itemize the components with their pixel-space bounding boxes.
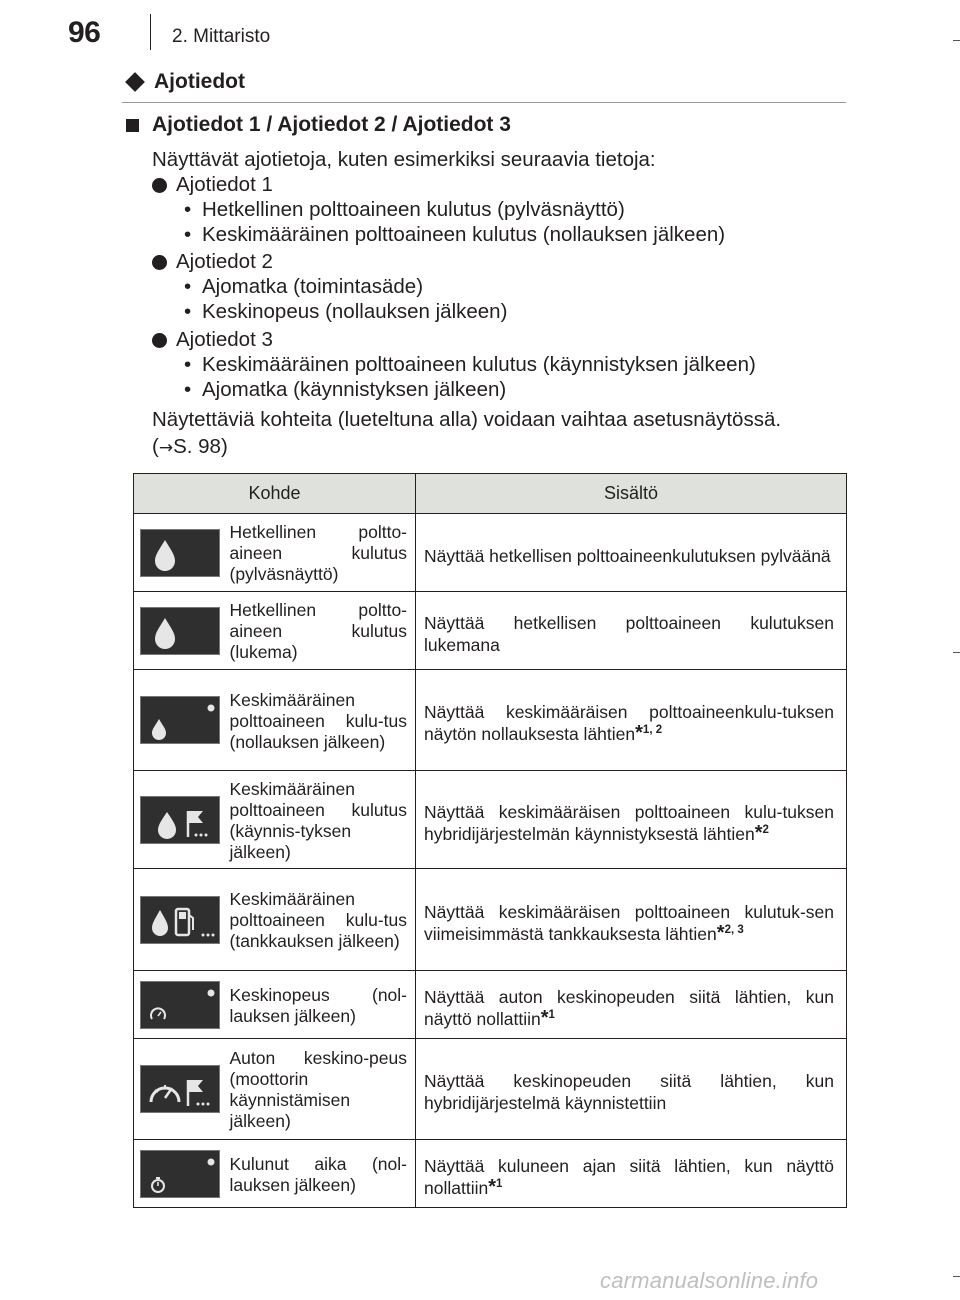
fuel-drop-pump-icon xyxy=(140,896,220,944)
row-description: Näyttää keskimääräisen polttoaineen kulu-tuksen hybridijärjestelmän käynnistyksestä lähtien$^{*2}$ xyxy=(416,771,847,869)
arrow-right-icon: → xyxy=(158,438,174,458)
row-name: Kulunut aika (nol-lauksen jälkeen) xyxy=(228,1140,416,1208)
group-title: Ajotiedot 1 xyxy=(176,173,273,196)
list-item: • Keskimääräinen polttoaineen kulutus (nollauksen jälkeen) xyxy=(184,223,726,246)
chapter-title: 2. Mittaristo xyxy=(172,26,271,47)
diamond-icon xyxy=(125,72,145,92)
table-row xyxy=(134,971,847,1039)
row-description: Näyttää hetkellisen polttoaineenkulutuksen pylväänä xyxy=(416,514,847,592)
table-row xyxy=(134,1140,847,1208)
row-name: Keskinopeus (nol-lauksen jälkeen) xyxy=(228,971,416,1039)
row-name: Hetkellinen poltto-aineen kulutus (pylväsnäyttö) xyxy=(228,514,416,592)
note-text: Näytettäviä kohteita (lueteltuna alla) voidaan vaihtaa asetusnäytössä. xyxy=(152,408,782,431)
square-bullet-icon xyxy=(126,119,139,132)
subsection-title xyxy=(126,113,511,137)
row-name: Keskimääräinen polttoaineen kulu-tus (nollauksen jälkeen) xyxy=(228,670,416,771)
bullet-dot-icon xyxy=(152,178,167,193)
header-divider xyxy=(150,14,151,50)
speedometer-flag-icon xyxy=(140,1065,220,1113)
table-header-content: Sisältö xyxy=(416,474,847,514)
table-row xyxy=(134,670,847,771)
list-item: • Ajomatka (käynnistyksen jälkeen) xyxy=(184,378,507,401)
page-number: 96 xyxy=(68,16,101,49)
watermark-text: carmanualsonline.info xyxy=(600,1268,819,1293)
group-title: Ajotiedot 2 xyxy=(176,250,273,273)
subsection-title-text: Ajotiedot 1 / Ajotiedot 2 / Ajotiedot 3 xyxy=(152,113,511,136)
list-item: • Keskinopeus (nollauksen jälkeen) xyxy=(184,300,508,323)
row-name: Hetkellinen poltto-aineen kulutus (lukema) xyxy=(228,592,416,670)
table-row xyxy=(134,514,847,592)
group-title: Ajotiedot 3 xyxy=(176,328,273,351)
fuel-drop-icon xyxy=(140,529,220,577)
table-row xyxy=(134,592,847,670)
page-reference[interactable]: (→S. 98) xyxy=(152,435,228,458)
fuel-drop-icon xyxy=(140,607,220,655)
row-description: Näyttää keskinopeuden siitä lähtien, kun hybridijärjestelmä käynnistettiin xyxy=(416,1039,847,1140)
table-row xyxy=(134,869,847,971)
row-description: Näyttää keskimääräisen polttoaineenkulu-tuksen näytön nollauksesta lähtien$^{*1, 2}$ xyxy=(416,670,847,771)
table-row xyxy=(134,771,847,869)
section-title xyxy=(122,70,245,94)
row-description: Näyttää hetkellisen polttoaineen kulutuksen lukemana xyxy=(416,592,847,670)
row-name: Keskimääräinen polttoaineen kulu-tus (tankkauksen jälkeen) xyxy=(228,869,416,971)
crop-mark xyxy=(953,652,960,653)
crop-mark xyxy=(953,1276,960,1277)
list-item: • Keskimääräinen polttoaineen kulutus (käynnistyksen jälkeen) xyxy=(184,353,756,376)
list-item: • Hetkellinen polttoaineen kulutus (pylväsnäyttö) xyxy=(184,198,625,221)
row-name: Auton keskino-peus (moottorin käynnistämisen jälkeen) xyxy=(228,1039,416,1140)
intro-text: Näyttävät ajotietoja, kuten esimerkiksi seuraavia tietoja: xyxy=(152,148,656,171)
info-table xyxy=(133,473,847,1208)
section-title-text: Ajotiedot xyxy=(154,70,245,93)
bullet-dot-icon xyxy=(152,333,167,348)
bullet-dot-icon xyxy=(152,255,167,270)
row-name: Keskimääräinen polttoaineen kulutus (käynnis-tyksen jälkeen) xyxy=(228,771,416,869)
list-item: • Ajomatka (toimintasäde) xyxy=(184,275,424,298)
group-heading xyxy=(152,327,273,353)
row-description: Näyttää kuluneen ajan siitä lähtien, kun näyttö nollattiin$^{*1}$ xyxy=(416,1140,847,1208)
group-heading xyxy=(152,249,273,275)
fuel-drop-reset-icon xyxy=(140,696,220,744)
table-row xyxy=(134,1039,847,1140)
crop-mark xyxy=(953,40,960,41)
fuel-drop-flag-icon xyxy=(140,796,220,844)
stopwatch-reset-icon xyxy=(140,1150,220,1198)
group-heading xyxy=(152,172,273,198)
row-description: Näyttää keskimääräisen polttoaineen kulutuk-sen viimeisimmästä tankkauksesta lähtien$^{*2, 3}$ xyxy=(416,869,847,971)
table-header-item: Kohde xyxy=(134,474,416,514)
speedometer-reset-icon xyxy=(140,981,220,1029)
section-rule xyxy=(122,102,846,103)
row-description: Näyttää auton keskinopeuden siitä lähtien, kun näyttö nollattiin$^{*1}$ xyxy=(416,971,847,1039)
